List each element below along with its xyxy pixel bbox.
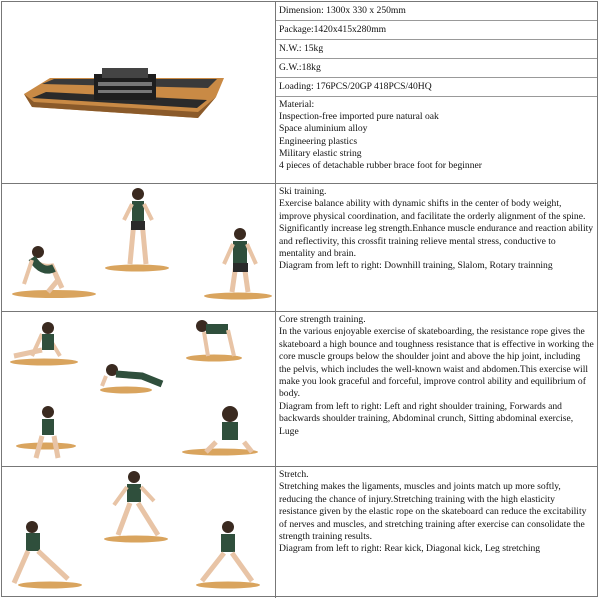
ski-figures-cell [2,184,276,311]
material-item: Space aluminium alloy [279,123,368,135]
stretch-text-cell [276,467,597,598]
rotary-figure [204,228,272,300]
abdominal-crunch-figure [100,364,162,394]
material-heading: Material: [279,99,315,110]
carriage-top [102,68,148,78]
stretch-figures-cell [2,467,276,598]
material-item: Engineering plastics [279,135,358,147]
sitting-abdominal-figure [16,406,76,458]
package-text: Package:1420x415x280mm [276,21,597,40]
stretch-illustration [2,467,276,598]
core-training-illustration [2,312,276,466]
stretch-row [2,467,597,598]
core-body: In the various enjoyable exercise of skateboarding, the resistance rope gives the skateboard a high bounce and toughness resistance that is effective in working the core muscle groups below the shoulder joint and above the hip joint, including the pelvis, which includes the well-known waist and abdomen.This exercise will make you look graceful and forceful, improve control ability and equilibrium of body. [279,326,594,400]
dimension-text: Dimension: 1300x 330 x 250mm [276,2,597,21]
shoulder-fb-figure [186,320,242,362]
gross-weight-text: G.W.:18kg [276,59,597,78]
material-item: Inspection-free imported pure natural oak [279,111,439,123]
ski-body-2: Significantly increase leg strength.Enhance muscle endurance and reaction ability and reflectivity, this crossfit training relieve mental stress, conductive to mentality and brain. [279,223,594,260]
core-strength-row [2,312,597,467]
carriage-stripe [98,82,152,86]
slide-board-illustration [2,2,276,183]
core-diagram: Diagram from left to right: Left and right shoulder training, Forwards and backwards shoulder training, Abdominal crunch, Sitting abdominal exercise, Luge [279,400,574,437]
core-text-cell [276,312,597,466]
spec-row [2,2,597,184]
loading-text: Loading: 176PCS/20GP 418PCS/40HQ [276,78,597,97]
rear-kick-figure [14,521,82,589]
stretch-diagram: Diagram from left to right: Rear kick, Diagonal kick, Leg stretching [279,543,541,555]
carriage-stripe-2 [98,90,152,93]
luge-figure [182,406,258,456]
ski-body: Exercise balance ability with dynamic shifts in the center of body weight, improve physical coordination, and facilitate the orderly alignment of the spine. [279,198,586,222]
ski-training-row [2,184,597,312]
core-title: Core strength training. [279,314,366,325]
slalom-figure [105,188,169,272]
material-item: 4 pieces of detachable rubber brace foot for beginner [279,160,482,172]
product-image-cell [2,2,276,183]
downhill-figure [12,246,96,298]
material-block [276,97,597,174]
core-figures-cell [2,312,276,466]
ski-training-illustration [2,184,276,311]
stretch-title: Stretch. [279,469,309,480]
ski-text-cell [276,184,597,311]
diagonal-kick-figure [104,471,168,543]
material-item: Military elastic string [279,147,362,159]
product-spec-sheet [1,1,598,597]
shoulder-lr-figure [10,322,78,366]
net-weight-text: N.W.: 15kg [276,40,597,59]
leg-stretching-figure [196,521,260,589]
stretch-body: Stretching makes the ligaments, muscles and joints match up more softly, reducing the chance of injury.Stretching training with the high elasticity resistance given by the elastic rope on the skateboard can reduce the excitability of nerves and muscles, and stretching training after exercise can consolidate the strength training results. [279,481,587,543]
ski-diagram: Diagram from left to right: Downhill training, Slalom, Rotary trainning [279,260,553,272]
ski-title: Ski training. [279,186,327,197]
spec-cell [276,2,597,183]
